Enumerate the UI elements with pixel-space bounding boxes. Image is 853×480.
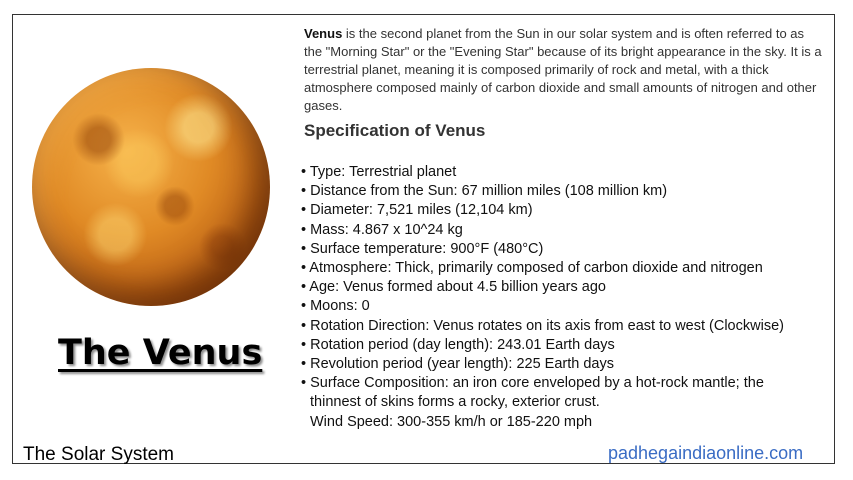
spec-item: • Age: Venus formed about 4.5 billion years ago <box>301 279 606 296</box>
spec-item: • Rotation Direction: Venus rotates on its axis from east to west (Clockwise) <box>301 317 784 334</box>
spec-heading: Specification of Venus <box>304 121 486 140</box>
website-link[interactable]: padhegaindiaonline.com <box>608 443 804 463</box>
spec-item: • Revolution period (year length): 225 Earth days <box>301 356 614 373</box>
spec-item-continuation: thinnest of skins forms a rocky, exterior crust. <box>310 394 600 411</box>
intro-text: is the second planet from the Sun in our solar system and is often referred to as the "Morning Star" or the "Evening Star" because of its bright appearance in the sky. It is a terrestrial planet, meaning it is composed primarily of rock and metal, with a thick atmosphere composed mainly of carbon dioxide and small amounts of nitrogen and other gases. <box>304 26 822 113</box>
spec-item: • Surface Composition: an iron core enveloped by a hot-rock mantle; the <box>301 375 764 392</box>
spec-item: • Distance from the Sun: 67 million miles (108 million km) <box>301 183 668 200</box>
intro-lead: Venus <box>304 26 343 41</box>
venus-image <box>32 68 270 306</box>
venus-planet <box>32 68 270 306</box>
spec-item: • Rotation period (day length): 243.01 Earth days <box>301 336 615 353</box>
spec-list <box>301 163 841 432</box>
spec-item: • Type: Terrestrial planet <box>301 164 457 180</box>
spec-item: • Surface temperature: 900°F (480°C) <box>301 240 544 257</box>
spec-item-continuation: Wind Speed: 300-355 km/h or 185-220 mph <box>310 413 593 430</box>
footer-left-label: The Solar System <box>23 444 174 465</box>
spec-item: • Moons: 0 <box>301 298 370 315</box>
spec-item: • Atmosphere: Thick, primarily composed of carbon dioxide and nitrogen <box>301 260 763 277</box>
spec-item: • Mass: 4.867 x 10^24 kg <box>301 221 463 238</box>
page-title: The Venus <box>58 333 263 373</box>
spec-item: • Diameter: 7,521 miles (12,104 km) <box>301 202 533 219</box>
intro-paragraph <box>304 25 824 115</box>
